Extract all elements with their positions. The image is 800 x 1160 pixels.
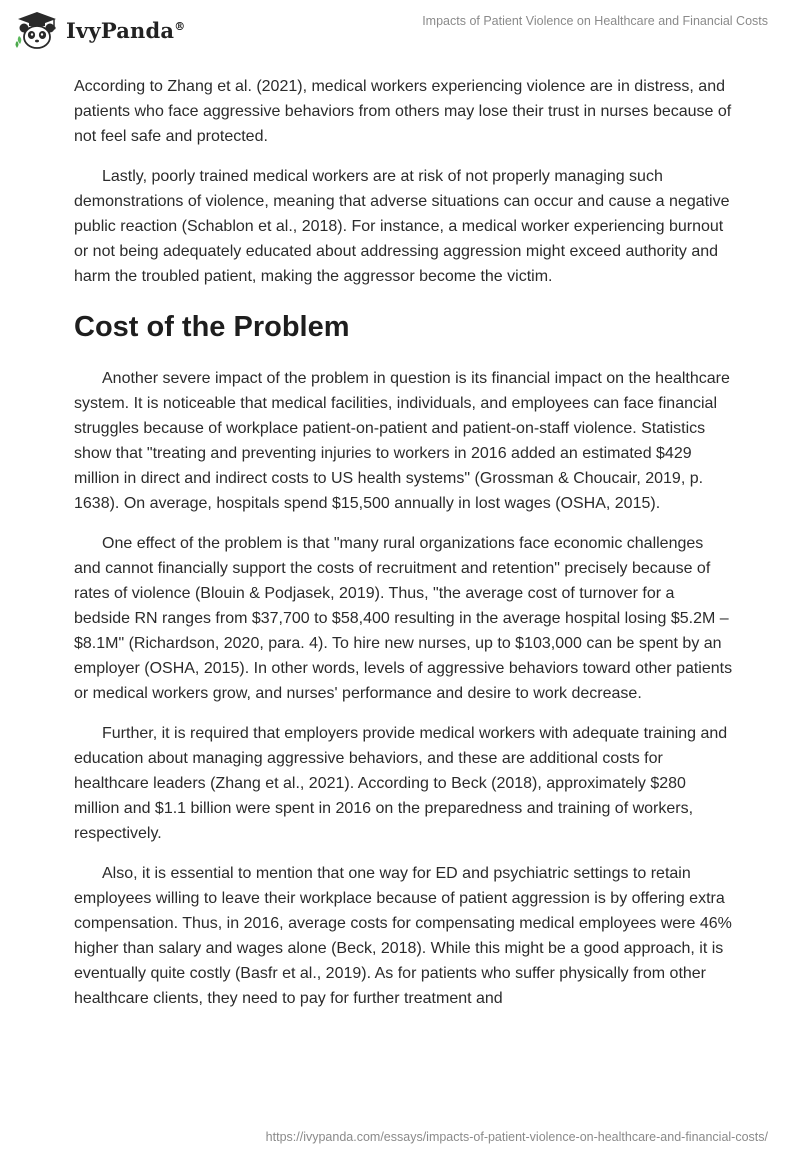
section-heading: Cost of the Problem: [74, 311, 350, 343]
paragraph: One effect of the problem is that "many rural organizations face economic challenges and cannot financially support the costs of recruitment and retention" precisely because of rates of violence (Blouin & Podjasek, 2019). Thus, "the average cost of turnover for a bedside RN ranges from $37,700 to $58,400 resulting in the average hospital losing $5.2M – $8.1M" (Richardson, 2020, para. 4). To hire new nurses, up to $103,000 can be spent by an employer (OSHA, 2015). In other words, levels of aggressive behaviors toward other patients or medical workers grow, and nurses' performance and desire to work decrease.: [74, 535, 733, 702]
brand-name: IvyPanda®: [66, 17, 186, 43]
page-header: [0, 0, 800, 64]
paragraph: According to Zhang et al. (2021), medical workers experiencing violence are in distress, and patients who face aggressive behaviors from others may lose their trust in nurses because of not feel safe and protected.: [74, 78, 732, 145]
registered-mark: ®: [174, 19, 186, 33]
panda-logo-icon: [14, 10, 60, 50]
paragraph: Lastly, poorly trained medical workers are at risk of not properly managing such demonstrations of violence, meaning that adverse situations can occur and cause a negative public reaction (Schablon et al., 2018). For instance, a medical worker experiencing burnout or not being adequately educated about addressing aggression might exceed authority and harm the troubled patient, making the aggressor become the victim.: [74, 168, 730, 285]
paragraph: Further, it is required that employers provide medical workers with adequate training and education about managing aggressive behaviors, and these are additional costs for healthcare leaders (Zhang et al., 2021). According to Beck (2018), approximately $280 million and $1.1 billion were spent in 2016 on the preparedness and training of workers, respectively.: [74, 725, 728, 842]
paragraph: Another severe impact of the problem in question is its financial impact on the healthcare system. It is noticeable that medical facilities, individuals, and employees can face financial struggles because of workplace patient-on-patient and patient-on-staff violence. Statistics show that "treating and preventing injuries to workers in 2016 added an estimated $429 million in direct and indirect costs to US health systems" (Grossman & Choucair, 2019, p. 1638). On average, hospitals spend $15,500 annually in lost wages (OSHA, 2015).: [74, 370, 730, 512]
source-url[interactable]: https://ivypanda.com/essays/impacts-of-patient-violence-on-healthcare-and-financial-costs/: [265, 1130, 768, 1144]
ivypanda-logo[interactable]: [14, 10, 185, 50]
paragraph: Also, it is essential to mention that one way for ED and psychiatric settings to retain employees willing to leave their workplace because of patient aggression is by offering extra compensation. Thus, in 2016, average costs for compensating medical employees were 46% higher than salary and wages alone (Beck, 2018). While this might be a good approach, it is eventually quite costly (Basfr et al., 2019). As for patients who suffer physically from other healthcare clients, they need to pay for further treatment and: [74, 865, 732, 1007]
running-title: Impacts of Patient Violence on Healthcare and Financial Costs: [422, 14, 768, 28]
essay-body: [74, 74, 734, 1026]
